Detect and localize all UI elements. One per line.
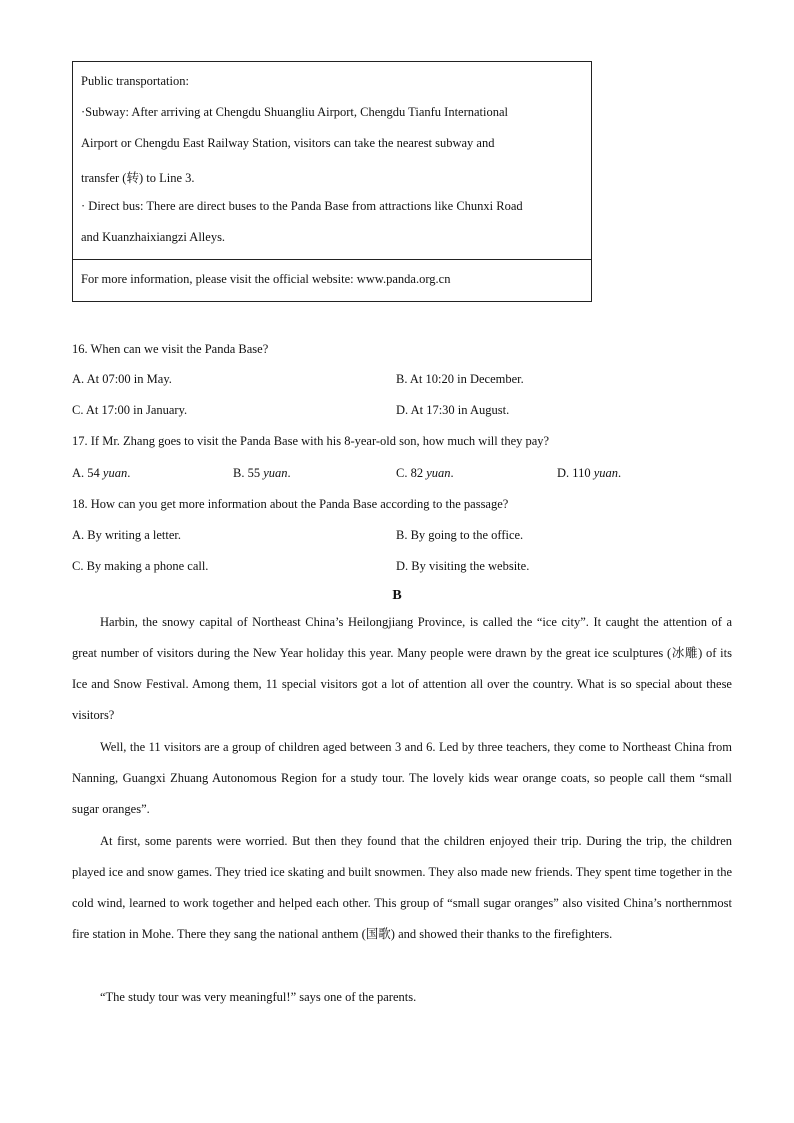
question-18-option-a: A. By writing a letter. — [72, 528, 182, 542]
question-16-stem: 16. When can we visit the Panda Base? — [72, 342, 269, 356]
more-info-text: For more information, please visit the official website: www.panda.org.cn — [81, 272, 451, 286]
section-heading: B — [392, 588, 402, 603]
info-box-divider — [73, 259, 591, 260]
question-18-stem: 18. How can you get more information about the Panda Base according to the passage? — [72, 497, 509, 511]
passage-paragraph-1: Harbin, the snowy capital of Northeast China’s Heilongjiang Province, is called the “ice city”. It caught the attention of a great number of visitors during the New Year holiday this year. Many people were drawn by the great ice sculptures (冰雕) of its Ice and Snow Festival. Among them, 11 special visitors got a lot of attention all over the country. What is so special about these visitors? — [72, 615, 732, 722]
question-16-option-d: D. At 17:30 in August. — [396, 403, 510, 417]
option-label: A. 54 — [72, 466, 100, 480]
question-17-option-a — [72, 466, 130, 481]
option-unit: yuan — [102, 466, 128, 480]
subway-line-3: transfer (转) to Line 3. — [81, 171, 195, 185]
question-16-option-c: C. At 17:00 in January. — [72, 403, 188, 417]
passage-paragraph-4: “The study tour was very meaningful!” says one of the parents. — [100, 990, 417, 1004]
transport-title: Public transportation: — [81, 74, 189, 88]
question-17-stem: 17. If Mr. Zhang goes to visit the Panda Base with his 8-year-old son, how much will they pay? — [72, 434, 550, 448]
subway-line-1: ·Subway: After arriving at Chengdu Shuangliu Airport, Chengdu Tianfu International — [81, 105, 509, 119]
option-unit: yuan — [593, 466, 619, 480]
bus-line-2: and Kuanzhaixiangzi Alleys. — [81, 230, 226, 244]
passage-paragraph-3: At first, some parents were worried. But then they found that the children enjoyed their trip. During the trip, the children played ice and snow games. They tried ice skating and built snowmen. They also made new friends. They spent time together in the cold wind, learned to work together and helped each other. This group of “small sugar oranges” also visited China’s northernmost fire station in Mohe. There they sang the national anthem (国歌) and showed their thanks to the firefighters. — [72, 834, 732, 941]
question-17-option-b — [233, 466, 291, 481]
question-18-option-b: B. By going to the office. — [396, 528, 524, 542]
question-16-option-a: A. At 07:00 in May. — [72, 372, 172, 386]
passage-paragraph-2: Well, the 11 visitors are a group of children aged between 3 and 6. Led by three teachers, they come to Northeast China from Nanning, Guangxi Zhuang Autonomous Region for a study tour. The lovely kids wear orange coats, so people call them “small sugar oranges”. — [72, 740, 732, 816]
option-unit: yuan — [263, 466, 288, 480]
question-17-option-c — [396, 466, 454, 481]
option-end: . — [287, 466, 291, 480]
option-end: . — [127, 466, 131, 480]
question-18-option-c: C. By making a phone call. — [72, 559, 209, 573]
question-18-option-d: D. By visiting the website. — [396, 559, 530, 573]
option-label: D. 110 — [557, 466, 591, 480]
bus-line-1: · Direct bus: There are direct buses to the Panda Base from attractions like Chunxi Road — [81, 199, 523, 213]
option-end: . — [450, 466, 454, 480]
option-end: . — [618, 466, 622, 480]
question-17-option-d — [557, 466, 621, 481]
subway-line-2: Airport or Chengdu East Railway Station, visitors can take the nearest subway and — [81, 136, 495, 150]
option-unit: yuan — [426, 466, 451, 480]
option-label: B. 55 — [233, 466, 261, 480]
question-16-option-b: B. At 10:20 in December. — [396, 372, 524, 386]
option-label: C. 82 — [396, 466, 424, 480]
